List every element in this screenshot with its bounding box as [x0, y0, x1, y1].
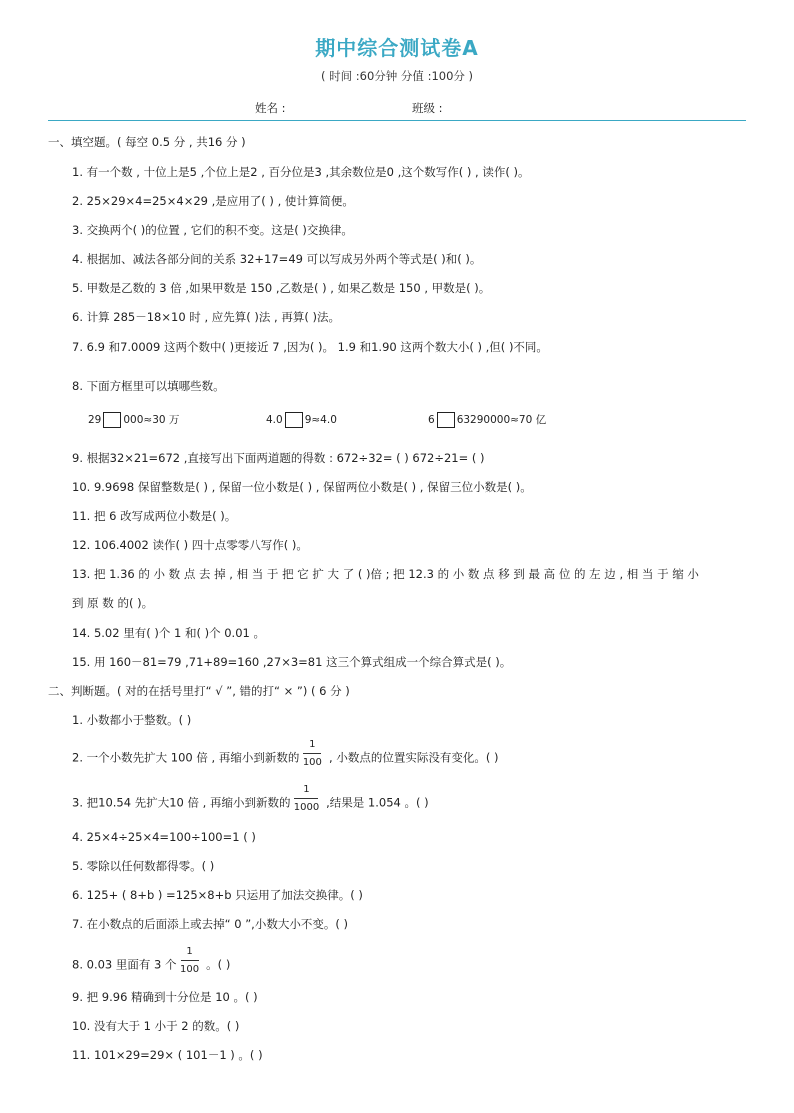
fraction-numerator: 1: [309, 739, 316, 750]
s2-question-7: 7. 在小数点的后面添上或去掉“ 0 ”,小数大小不变。( ): [72, 917, 348, 931]
s2-q8-text-after: 。( ): [202, 957, 231, 972]
q8-item-1-prefix: 29: [88, 414, 102, 426]
s1-question-1: 1. 有一个数 , 十位上是5 ,个位上是2 , 百分位是3 ,其余数位是0 ,这个数写作( ) , 读作( )。: [72, 165, 530, 179]
fraction-numerator: 1: [303, 784, 310, 795]
name-label: 姓名 :: [255, 101, 286, 115]
s1-question-15: 15. 用 160－81=79 ,71+89=160 ,27×3=81 这三个算式组成一个综合算式是( )。: [72, 655, 512, 669]
section1-heading: 一、填空题。( 每空 0.5 分 , 共16 分 ): [48, 135, 246, 149]
s1-question-4: 4. 根据加、减法各部分间的关系 32+17=49 可以写成另外两个等式是( )和( )。: [72, 252, 482, 266]
s2-question-8: [72, 946, 231, 980]
s2-question-5: 5. 零除以任何数都得零。( ): [72, 859, 215, 873]
fraction-denominator: 1000: [293, 802, 320, 813]
q8-item-2-prefix: 4.0: [266, 414, 283, 426]
s1-question-9: 9. 根据32×21=672 ,直接写出下面两道题的得数 : 672÷32= ( ) 672÷21= ( ): [72, 451, 485, 465]
s1-question-12: 12. 106.4002 读作( ) 四十点零零八写作( )。: [72, 538, 308, 552]
fraction-numerator: 1: [186, 946, 193, 957]
answer-box[interactable]: [285, 412, 303, 428]
fraction-denominator: 100: [179, 964, 200, 975]
s2-question-1: 1. 小数都小于整数。( ): [72, 713, 192, 727]
s1-question-13-line1: 13. 把 1.36 的 小 数 点 去 掉 , 相 当 于 把 它 扩 大 了 ( )倍 ; 把 12.3 的 小 数 点 移 到 最 高 位 的 左 边 , 相 当 于 缩 小: [72, 567, 699, 581]
s2-question-6: 6. 125+ ( 8+b ) =125×8+b 只运用了加法交换律。( ): [72, 888, 363, 902]
fraction: [301, 739, 323, 773]
exam-time-score: ( 时间 :60分钟 分值 :100分 ): [320, 69, 474, 83]
q8-item-2-suffix: 9≈4.0: [304, 414, 337, 426]
fraction-denominator: 100: [302, 757, 322, 768]
s1-question-2: 2. 25×29×4=25×4×29 ,是应用了( ) , 使计算简便。: [72, 194, 354, 208]
q8-item-3-prefix: 6: [428, 414, 435, 426]
s1-question-8: 8. 下面方框里可以填哪些数。: [72, 379, 225, 393]
s1-question-10: 10. 9.9698 保留整数是( ) , 保留一位小数是( ) , 保留两位小数是( ) , 保留三位小数是( )。: [72, 480, 532, 494]
s1-question-3: 3. 交换两个( )的位置 , 它们的积不变。这是( )交换律。: [72, 223, 353, 237]
fraction: [179, 946, 201, 980]
s2-question-3: [72, 784, 429, 818]
s1-question-14: 14. 5.02 里有( )个 1 和( )个 0.01 。: [72, 626, 266, 640]
q8-item-1-suffix: 000≈30 万: [123, 414, 180, 426]
s2-question-2: [72, 739, 499, 773]
answer-box[interactable]: [437, 412, 455, 428]
class-label: 班级 :: [412, 101, 443, 115]
s1-question-6: 6. 计算 285－18×10 时 , 应先算( )法 , 再算( )法。: [72, 310, 340, 324]
fraction: [292, 784, 320, 818]
q8-item-1: [88, 412, 179, 428]
s2-question-9: 9. 把 9.96 精确到十分位是 10 。( ): [72, 990, 258, 1004]
q8-item-2: [266, 412, 337, 428]
s2-q3-text-after: ,结果是 1.054 。( ): [322, 795, 429, 810]
s2-question-10: 10. 没有大于 1 小于 2 的数。( ): [72, 1019, 240, 1033]
s1-question-5: 5. 甲数是乙数的 3 倍 ,如果甲数是 150 ,乙数是( ) , 如果乙数是 150 , 甲数是( )。: [72, 281, 491, 295]
q8-item-3-suffix: 63290000≈70 亿: [456, 414, 547, 426]
exam-title: 期中综合测试卷A: [315, 36, 479, 60]
s2-q2-text-before: 2. 一个小数先扩大 100 倍 , 再缩小到新数的: [72, 750, 300, 765]
s2-question-4: 4. 25×4÷25×4=100÷100=1 ( ): [72, 830, 256, 844]
s1-question-13-line2: 到 原 数 的( )。: [72, 596, 154, 610]
s1-question-7: 7. 6.9 和7.0009 这两个数中( )更接近 7 ,因为( )。 1.9 和1.90 这两个数大小( ) ,但( )不同。: [72, 340, 548, 354]
answer-box[interactable]: [103, 412, 121, 428]
s2-q3-text-before: 3. 把10.54 先扩大10 倍 , 再缩小到新数的: [72, 795, 291, 810]
q8-item-3: [428, 412, 546, 428]
s2-q2-text-after: , 小数点的位置实际没有变化。( ): [325, 750, 499, 765]
s2-question-11: 11. 101×29=29× ( 101－1 ) 。( ): [72, 1048, 263, 1062]
s1-question-11: 11. 把 6 改写成两位小数是( )。: [72, 509, 237, 523]
section2-heading: 二、判断题。( 对的在括号里打“ √ ”, 错的打“ × ”) ( 6 分 ): [48, 684, 350, 698]
s2-q8-text-before: 8. 0.03 里面有 3 个: [72, 957, 177, 972]
header-divider: [48, 120, 746, 121]
